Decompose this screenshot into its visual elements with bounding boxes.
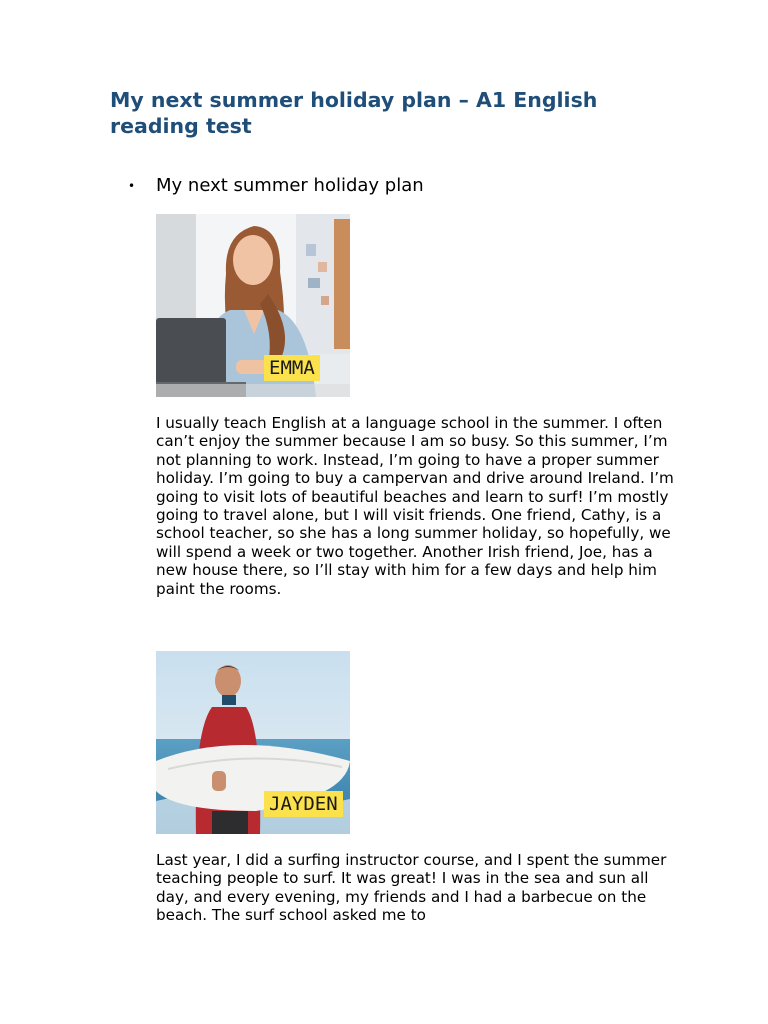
emma-name-tag: EMMA bbox=[264, 355, 320, 381]
jayden-photo bbox=[156, 651, 350, 834]
bullet-icon: • bbox=[128, 179, 136, 193]
section-heading: My next summer holiday plan bbox=[156, 175, 424, 196]
emma-illustration bbox=[156, 214, 350, 397]
emma-photo bbox=[156, 214, 350, 397]
jayden-paragraph: Last year, I did a surfing instructor course, and I spent the summer teaching people to surf. It was great! I was in the sea and sun all day, and every evening, my friends and I had a barbecue on the beach. The surf school asked me to bbox=[156, 851, 667, 925]
jayden-name-tag: JAYDEN bbox=[264, 791, 343, 817]
emma-paragraph: I usually teach English at a language school in the summer. I often can’t enjoy the summer because I am so busy. So this summer, I’m not planning to work. Instead, I’m going to have a proper summer holiday. I’m going to buy a campervan and drive around Ireland. I’m going to visit lots of beautiful beaches and learn to surf! I’m mostly going to travel alone, but I will visit friends. One friend, Cathy, is a school teacher, so she has a long summer holiday, so hopefully, we will spend a week or two together. Another Irish friend, Joe, has a new house there, so I’ll stay with him for a few days and help him paint the rooms. bbox=[156, 414, 674, 598]
page-title: My next summer holiday plan – A1 English reading test bbox=[110, 88, 598, 138]
